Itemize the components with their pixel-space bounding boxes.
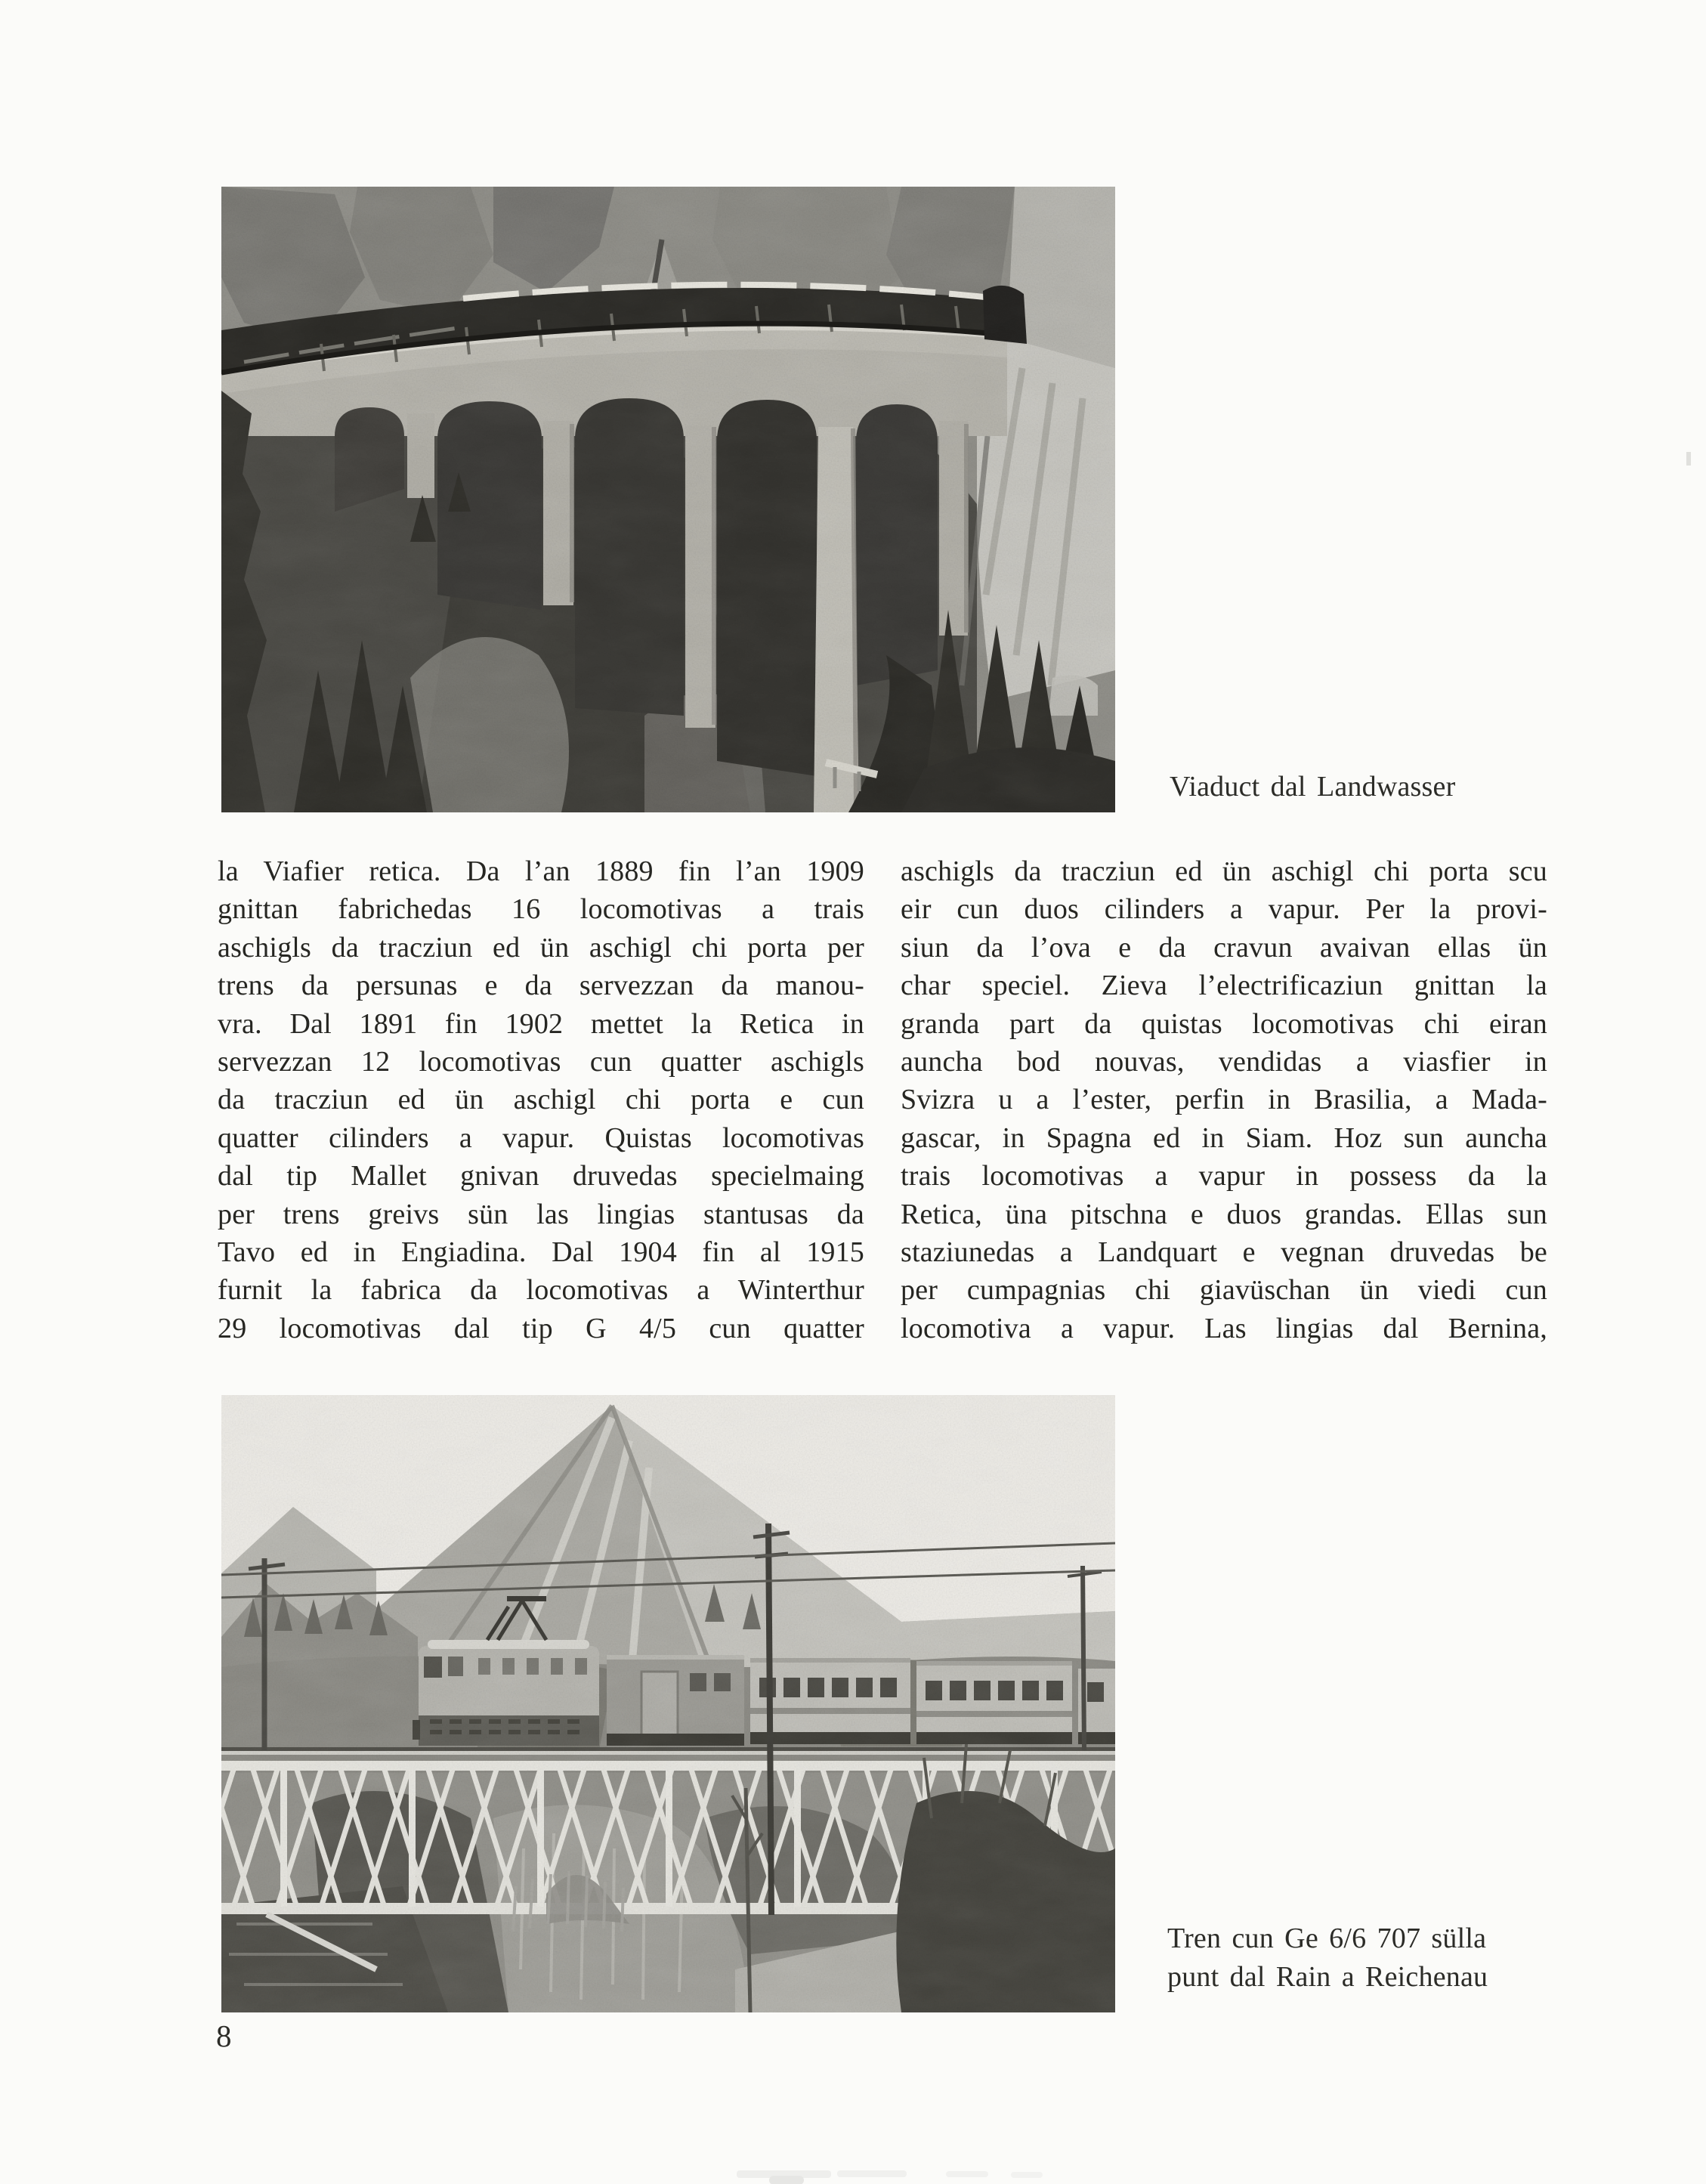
- text-line: 29 locomotivas dal tip G 4/5 cun quatter: [218, 1312, 864, 1344]
- text-line: Svizra u a l’ester, perfin in Brasilia, a Mada-: [901, 1084, 1547, 1116]
- landwasser-viaduct-illustration: [221, 187, 1115, 812]
- text-line: punt dal Rain a Reichenau: [1167, 1961, 1488, 1993]
- text-line: aschigls da tracziun ed ün aschigl chi porta per: [218, 931, 864, 964]
- text-line: granda part da quistas locomotivas chi eiran: [901, 1007, 1547, 1040]
- text-line: char speciel. Zieva l’electrificaziun gnittan la: [901, 970, 1547, 1002]
- left-column: [218, 852, 864, 1347]
- text-line: auncha bod nouvas, vendidas a viasfier in: [901, 1046, 1547, 1078]
- page-number: 8: [216, 2018, 232, 2053]
- text-line: Tavo ed in Engiadina. Dal 1904 fin al 1915: [218, 1236, 864, 1269]
- scan-artifact: [1686, 452, 1691, 466]
- photo-texture: [221, 187, 1115, 812]
- reichenau-bridge-photo: [221, 1395, 1115, 2012]
- text-line: gascar, in Spagna ed in Siam. Hoz sun auncha: [901, 1121, 1547, 1154]
- text-line: staziunedas a Landquart e vegnan druvedas be: [901, 1236, 1547, 1269]
- text-line: trais locomotivas a vapur in possess da la: [901, 1160, 1547, 1193]
- landwasser-viaduct-photo: [221, 187, 1115, 812]
- text-line: la Viafier retica. Da l’an 1889 fin l’an 1909: [218, 855, 864, 887]
- text-line: vra. Dal 1891 fin 1902 mettet la Retica in: [218, 1007, 864, 1040]
- text-line: quatter cilinders a vapur. Quistas locomotivas: [218, 1121, 864, 1154]
- text-line: per trens greivs sün las lingias stantusas da: [218, 1198, 864, 1230]
- text-line: eir cun duos cilinders a vapur. Per la provi-: [901, 893, 1547, 926]
- text-line: servezzan 12 locomotivas cun quatter aschigls: [218, 1046, 864, 1078]
- text-line: per cumpagnias chi giavüschan ün viedi cun: [901, 1274, 1547, 1307]
- text-line: dal tip Mallet gnivan druvedas specielmaing: [218, 1160, 864, 1193]
- scan-artifact: [837, 2170, 907, 2177]
- right-column: [901, 852, 1547, 1347]
- scan-artifact: [946, 2171, 988, 2177]
- photo1-caption: Viaduct dal Landwasser: [1170, 771, 1456, 803]
- text-line: Retica, üna pitschna e duos grandas. Ellas sun: [901, 1198, 1547, 1230]
- scan-artifact: [769, 2176, 804, 2184]
- text-line: locomotiva a vapur. Las lingias dal Bernina,: [901, 1312, 1547, 1344]
- text-line: furnit la fabrica da locomotivas a Winterthur: [218, 1274, 864, 1307]
- reichenau-bridge-illustration: [221, 1395, 1115, 2012]
- scan-artifact: [1011, 2172, 1043, 2178]
- text-line: trens da persunas e da servezzan da manou-: [218, 970, 864, 1002]
- text-line: Tren cun Ge 6/6 707 sülla: [1167, 1923, 1487, 1954]
- photo2-caption: [1167, 1920, 1530, 1997]
- text-line: da tracziun ed ün aschigl chi porta e cun: [218, 1084, 864, 1116]
- text-line: siun da l’ova e da cravun avaivan ellas ün: [901, 931, 1547, 964]
- body-text: [218, 852, 1547, 1347]
- text-line: gnittan fabrichedas 16 locomotivas a trais: [218, 893, 864, 926]
- text-line: aschigls da tracziun ed ün aschigl chi porta scu: [901, 855, 1547, 887]
- photo-texture: [221, 1395, 1115, 2012]
